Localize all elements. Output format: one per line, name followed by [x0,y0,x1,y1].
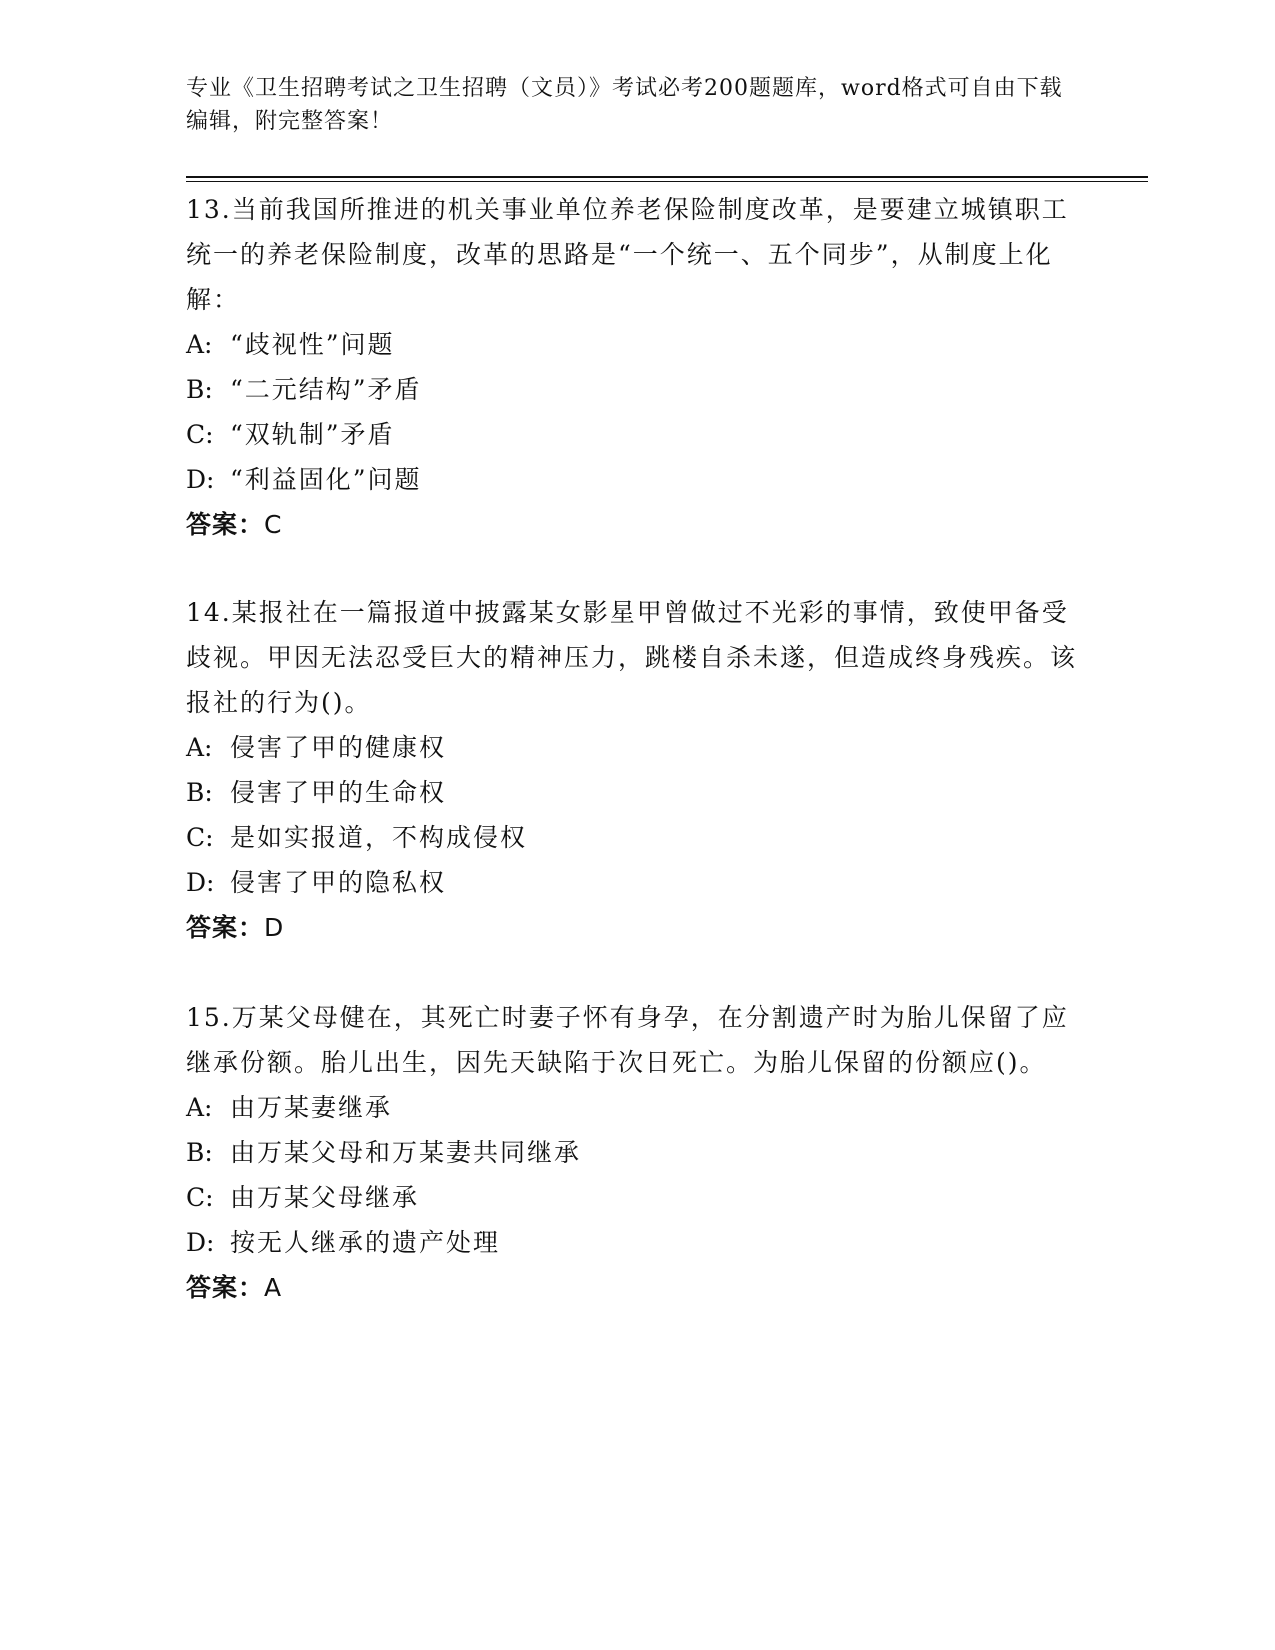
option-text: 是如实报道，不构成侵权 [230,823,528,852]
option-a [186,322,1086,367]
answer-line [186,905,1086,950]
option-key: D: [186,465,215,494]
header-divider-thick [186,176,1148,178]
option-key: C: [186,823,214,852]
option-text: 侵害了甲的健康权 [230,733,447,762]
option-text: 由万某父母和万某妻共同继承 [230,1138,582,1167]
option-a [186,725,1086,770]
question-15 [186,995,1086,1310]
question-stem: 15.万某父母健在，其死亡时妻子怀有身孕，在分割遗产时为胎儿保留了应继承份额。胎儿出生，因先天缺陷于次日死亡。为胎儿保留的份额应()。 [186,1003,1069,1077]
option-a [186,1085,1086,1130]
option-d [186,860,1086,905]
answer-line [186,1265,1086,1310]
option-key: A: [186,1093,213,1122]
option-key: A: [186,330,213,359]
answer-value: C [264,510,283,539]
option-key: C: [186,1183,214,1212]
option-key: C: [186,420,214,449]
option-list [186,1085,1086,1265]
option-text: “利益固化”问题 [230,465,422,494]
option-list [186,725,1086,905]
option-text: “双轨制”矛盾 [230,420,395,449]
header-divider-thin [186,181,1148,182]
option-text: 侵害了甲的生命权 [230,778,447,807]
option-c [186,412,1086,457]
option-key: D: [186,868,215,897]
option-text: 按无人继承的遗产处理 [230,1228,501,1257]
question-13 [186,187,1086,547]
option-key: A: [186,733,213,762]
option-key: B: [186,1138,213,1167]
answer-label: 答案： [186,510,265,539]
option-c [186,1175,1086,1220]
option-text: “二元结构”矛盾 [230,375,422,404]
option-d [186,457,1086,502]
option-b [186,770,1086,815]
answer-value: D [264,913,285,942]
option-list [186,322,1086,502]
option-text: 由万某妻继承 [230,1093,393,1122]
document-header: 专业《卫生招聘考试之卫生招聘（文员）》考试必考200题题库，word格式可自由下载编辑，附完整答案！ [186,76,1063,134]
option-text: “歧视性”问题 [230,330,395,359]
question-stem: 13.当前我国所推进的机关事业单位养老保险制度改革，是要建立城镇职工统一的养老保险制度，改革的思路是“一个统一、五个同步”，从制度上化解： [186,195,1069,314]
option-key: D: [186,1228,215,1257]
question-stem: 14.某报社在一篇报道中披露某女影星甲曾做过不光彩的事情，致使甲备受歧视。甲因无法忍受巨大的精神压力，跳楼自杀未遂，但造成终身残疾。该报社的行为()。 [186,598,1078,717]
option-c [186,815,1086,860]
option-key: B: [186,778,213,807]
option-text: 侵害了甲的隐私权 [230,868,447,897]
option-b [186,367,1086,412]
answer-label: 答案： [186,913,265,942]
option-text: 由万某父母继承 [230,1183,420,1212]
option-b [186,1130,1086,1175]
question-14 [186,590,1086,950]
option-key: B: [186,375,213,404]
answer-line [186,502,1086,547]
answer-label: 答案： [186,1273,265,1302]
answer-value: A [264,1273,283,1302]
option-d [186,1220,1086,1265]
